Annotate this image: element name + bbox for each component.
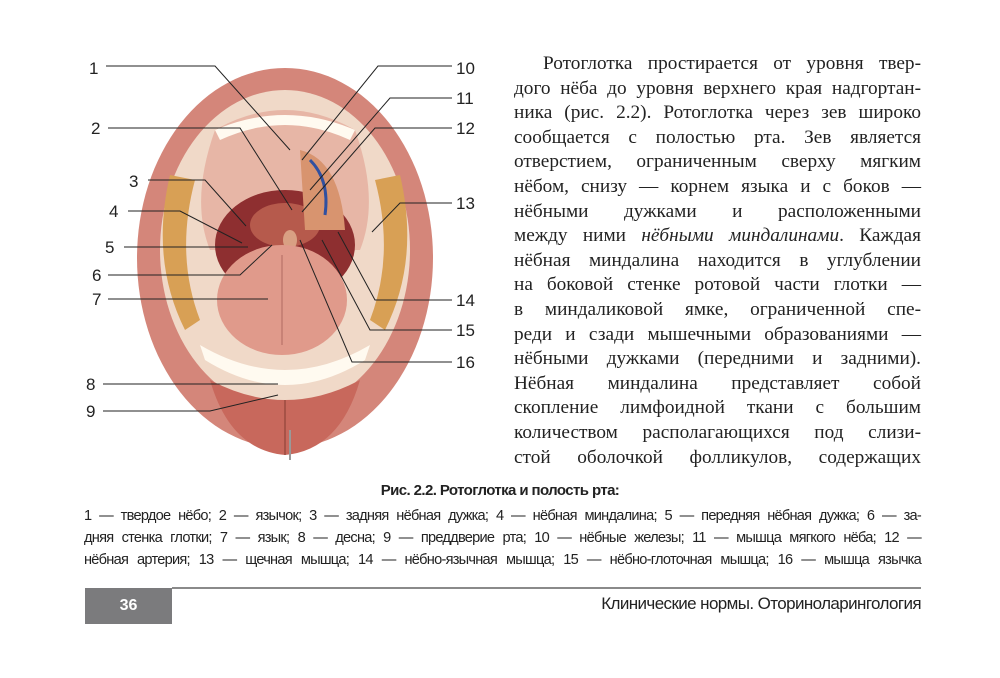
- text-line: в миндаликовой ямке, ограниченной спе-: [514, 298, 921, 320]
- body-text: [514, 52, 921, 470]
- label-12: 12: [456, 119, 475, 138]
- label-1: 1: [89, 59, 99, 78]
- text-line: количеством располагающихся под слизи-: [514, 421, 921, 443]
- label-13: 13: [456, 194, 475, 213]
- label-7: 7: [92, 290, 102, 309]
- label-4: 4: [109, 202, 119, 221]
- text-line: стой оболочкой фолликулов, содержащих: [514, 446, 921, 468]
- text-line: на боковой стенке ротовой части глотки —: [514, 274, 921, 296]
- caption-line: 1 — твердое нёбо; 2 — язычок; 3 — задняя нёбная дужка; 4 — нёбная миндалина; 5 — передняя нёбная дужка; 6 — за-: [84, 508, 921, 524]
- text-fragment: . Каждая: [839, 225, 921, 247]
- text-line: сообщается с полостью рта. Зев является: [514, 126, 921, 148]
- text-line: скопление лимфоидной ткани с большим: [514, 397, 921, 419]
- caption-line: нёбная артерия; 13 — щечная мышца; 14 — нёбно-язычная мышца; 15 — нёбно-глоточная мышца; 16 — мышца язычка: [84, 552, 921, 568]
- label-5: 5: [105, 238, 115, 257]
- text-line: [514, 224, 921, 249]
- text-line: дого нёба до уровня верхнего края надгортан-: [514, 77, 921, 99]
- text-line: реди и сзади мышечными образованиями —: [514, 323, 921, 345]
- label-14: 14: [456, 291, 475, 310]
- text-line: ника (рис. 2.2). Ротоглотка через зев широко: [514, 102, 921, 124]
- page-number: 36: [85, 588, 172, 624]
- text-line: нёбом, снизу — корнем языка и с боков —: [514, 175, 921, 197]
- text-line: Ротоглотка простирается от уровня твер-: [543, 53, 921, 74]
- label-6: 6: [92, 266, 102, 285]
- text-line: нёбными дужками и расположенными: [514, 200, 921, 222]
- running-footer-title: Клинические нормы. Оториноларингология: [601, 594, 921, 613]
- figure-caption-title: Рис. 2.2. Ротоглотка и полость рта:: [380, 482, 620, 499]
- figure-caption: [84, 505, 921, 571]
- label-3: 3: [129, 172, 139, 191]
- label-10: 10: [456, 59, 475, 78]
- text-fragment: между ними: [514, 225, 642, 247]
- footer-divider: [172, 587, 921, 589]
- italic-term: нёбными миндалинами: [641, 225, 840, 247]
- label-11: 11: [456, 89, 474, 108]
- mouth-drawing: [137, 68, 433, 460]
- text-line: нёбными дужками (передними и задними).: [514, 348, 921, 370]
- label-15: 15: [456, 321, 475, 340]
- label-2: 2: [91, 119, 101, 138]
- text-line: Нёбная миндалина представляет собой: [514, 372, 921, 394]
- text-line: отверстием, ограниченным сверху мягким: [514, 151, 921, 173]
- text-line: нёбная миндалина находится в углублении: [514, 249, 921, 271]
- oropharynx-illustration: [80, 40, 500, 470]
- label-16: 16: [456, 353, 475, 372]
- label-8: 8: [86, 375, 96, 394]
- caption-line: дняя стенка глотки; 7 — язык; 8 — десна; 9 — преддверие рта; 10 — нёбные железы; 11 — мышца мягкого нёба; 12 —: [84, 530, 921, 546]
- label-9: 9: [86, 402, 96, 421]
